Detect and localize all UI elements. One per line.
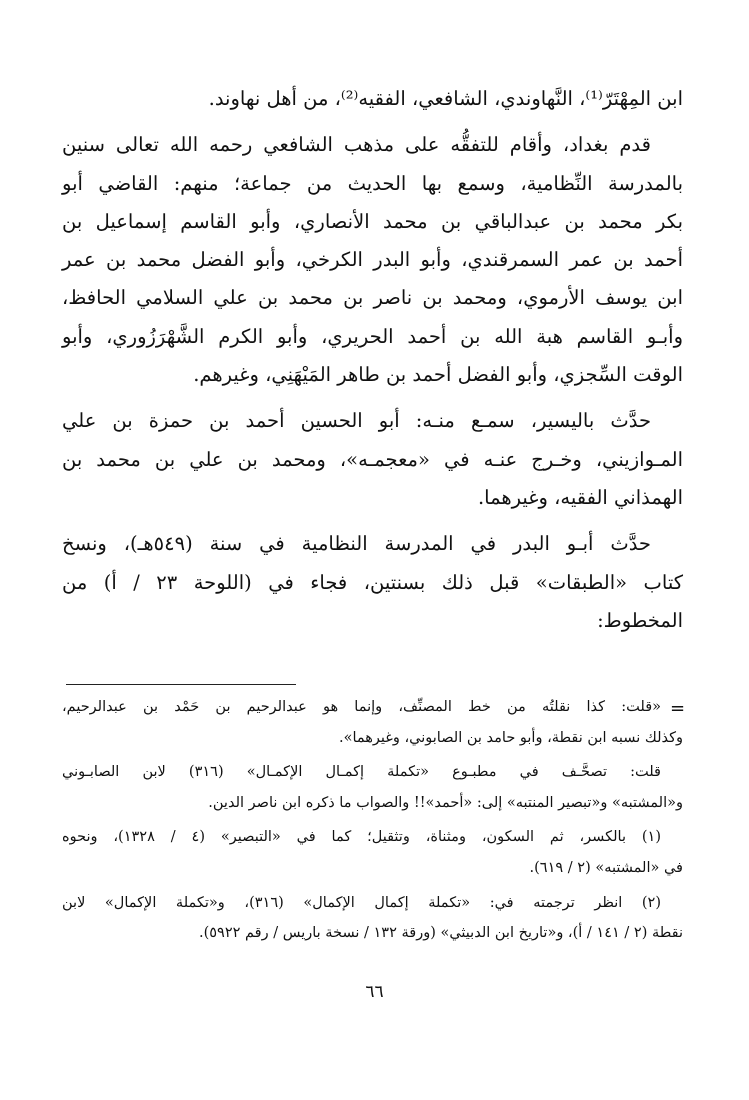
body-line: المخطوط: [597,608,683,632]
body-line: حدَّث باليسير، سمـع منـه: أبو الحسين أحمد بن حمزة بن علي [62,409,651,433]
body-line: بالمدرسة النِّظامية، وسمع بها الحديث من جماعة؛ منهم: القاضي أبو [62,171,683,195]
body-line: المـوازيني، وخـرج عنـه في «معجمـه»، ومحمد بن علي بن محمد بن [62,447,683,471]
footnote-line: و«المشتبه» و«تبصير المنتبه» إلى: «أحمد»!! والصواب ما ذكره ابن ناصر الدين. [208,794,683,811]
body-line: ابن المِهْتَرّ⁽¹⁾، النَّهاوندي، الشافعي، الفقيه⁽²⁾، من أهل نهاوند. [208,87,683,110]
footnote-separator [66,684,296,685]
main-text [62,80,683,640]
page-number: ٦٦ [365,982,384,1002]
footnote-line: (١) بالكسر، ثم السكون، ومثناة، وتثقيل؛ كما في «التبصير» (٤ / ١٣٢٨)، ونحوه [62,829,661,846]
footnote-line: في «المشتبه» (٢ / ٦١٩). [529,859,683,876]
body-line: قدم بغداد، وأقام للتفقُّه على مذهب الشافعي رحمه الله تعالى سنين [62,133,651,157]
body-line: ابن يوسف الأرموي، ومحمد بن ناصر بن محمد بن علي السلامي الحافظ، [62,286,683,310]
body-line: الهمذاني الفقيه، وغيرهما. [477,485,683,509]
body-line: كتاب «الطبقات» قبل ذلك بسنتين، فجاء في (اللوحة ٢٣ / أ) من [62,570,683,594]
footnote-line: قلت: تصحَّـف في مطبـوع «تكملة إكمـال الإكمـال» (٣١٦) لابن الصابـوني [62,764,661,781]
body-line: بكر محمد بن عبدالباقي بن محمد الأنصاري، وأبو القاسم إسماعيل بن [62,209,683,233]
body-line: حدَّث أبـو البدر في المدرسة النظامية في سنة (٥٤٩هـ)، ونسخ [62,532,651,556]
footnote-continuation-mark: = [670,698,686,719]
footnote-line: نقطة (٢ / ١٤١ / أ)، و«تاريخ ابن الدبيثي» (ورقة ١٣٢ / نسخة باريس / رقم ٥٩٢٢). [198,925,683,942]
body-line: أحمد بن عمر السمرقندي، وأبو البدر الكرخي، وأبو الفضل محمد بن عمر [62,248,683,272]
body-line: الوقت السِّجزي، وأبو الفضل أحمد بن طاهر المَيْهَنِي، وغيرهم. [193,363,683,387]
footnote-line: (٢) انظر ترجمته في: «تكملة إكمال الإكمال» (٣١٦)، و«تكملة الإكمال» لابن [62,894,661,911]
body-line: وأبـو القاسم هبة الله بن أحمد الحريري، وأبو الكرم الشَّهْرَزُوري، وأبو [62,324,683,348]
footnote-line: «قلت: كذا نقلتُه من خط المصنِّف، وإنما هو عبدالرحيم بن حَمْد بن عبدالرحيم، [62,699,661,715]
footnote-line: وكذلك نسبه ابن نقطة، وأبو حامد بن الصابوني، وغيرهما». [338,729,683,746]
footnotes [62,692,686,949]
